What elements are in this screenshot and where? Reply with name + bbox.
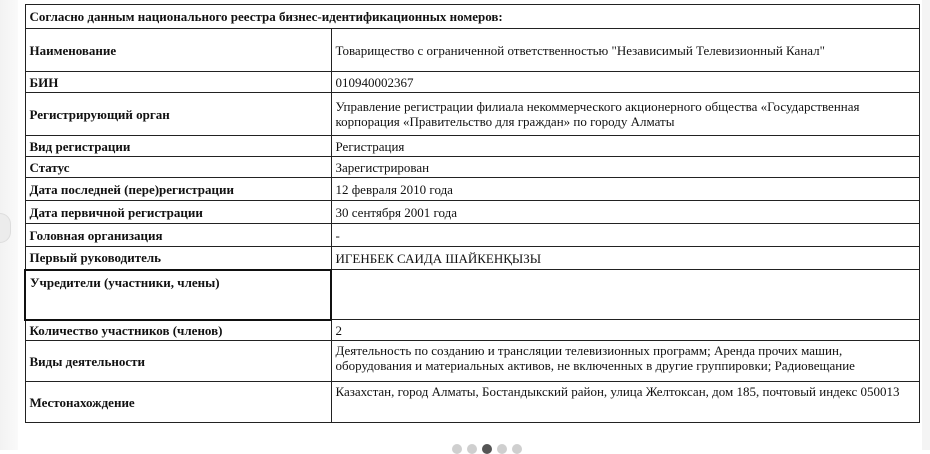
field-label: Регистрирующий орган — [25, 93, 331, 136]
table-row — [25, 320, 919, 341]
field-value: 12 февраля 2010 года — [331, 178, 919, 201]
field-value — [331, 270, 919, 320]
field-value: Регистрация — [331, 136, 919, 157]
field-label: Дата первичной регистрации — [25, 201, 331, 224]
table-row — [25, 29, 919, 72]
registry-table — [24, 4, 920, 423]
table-row — [25, 201, 919, 224]
table-row — [25, 93, 919, 136]
table-row — [25, 224, 919, 247]
field-label: Виды деятельности — [25, 341, 331, 382]
field-value: Зарегистрирован — [331, 157, 919, 178]
field-label: Головная организация — [25, 224, 331, 247]
page-dot[interactable] — [512, 444, 522, 454]
page-indicator — [452, 444, 522, 454]
table-row — [25, 247, 919, 270]
page-dot[interactable] — [467, 444, 477, 454]
field-label: Дата последней (пере)регистрации — [25, 178, 331, 201]
field-label: Местонахождение — [25, 382, 331, 423]
field-value: ИГЕНБЕК САИДА ШАЙКЕНҚЫЗЫ — [331, 247, 919, 270]
registry-header: Согласно данным национального реестра бизнес-идентификационных номеров: — [25, 5, 919, 29]
field-label: Вид регистрации — [25, 136, 331, 157]
field-value: Деятельность по созданию и трансляции телевизионных программ; Аренда прочих машин, оборудования и материальных активов, не включенных в другие группировки; Радиовещание — [331, 341, 919, 382]
page-dot[interactable] — [452, 444, 462, 454]
field-label: Статус — [25, 157, 331, 178]
field-label: Наименование — [25, 29, 331, 72]
page-dot[interactable] — [497, 444, 507, 454]
field-value: 2 — [331, 320, 919, 341]
field-value: Управление регистрации филиала некоммерческого акционерного общества «Государственная корпорация «Правительство для граждан» по городу Алматы — [331, 93, 919, 136]
table-row — [25, 72, 919, 93]
table-row — [25, 341, 919, 382]
field-label: БИН — [25, 72, 331, 93]
page-gutter-right — [922, 0, 930, 450]
table-row — [25, 178, 919, 201]
field-value: Товарищество с ограниченной ответственностью "Независимый Телевизионный Канал" — [331, 29, 919, 72]
field-value: - — [331, 224, 919, 247]
field-value: Казахстан, город Алматы, Бостандыкский район, улица Желтоксан, дом 185, почтовый индекс 050013 — [331, 382, 919, 423]
field-value: 010940002367 — [331, 72, 919, 93]
table-row — [25, 157, 919, 178]
table-header-row — [25, 5, 919, 29]
field-label: Учредители (участники, члены) — [25, 270, 331, 320]
table-row — [25, 136, 919, 157]
field-value: 30 сентября 2001 года — [331, 201, 919, 224]
field-label: Количество участников (членов) — [25, 320, 331, 341]
table-row — [25, 382, 919, 423]
table-row — [25, 270, 919, 320]
page-dot-current[interactable] — [482, 444, 492, 454]
field-label: Первый руководитель — [25, 247, 331, 270]
